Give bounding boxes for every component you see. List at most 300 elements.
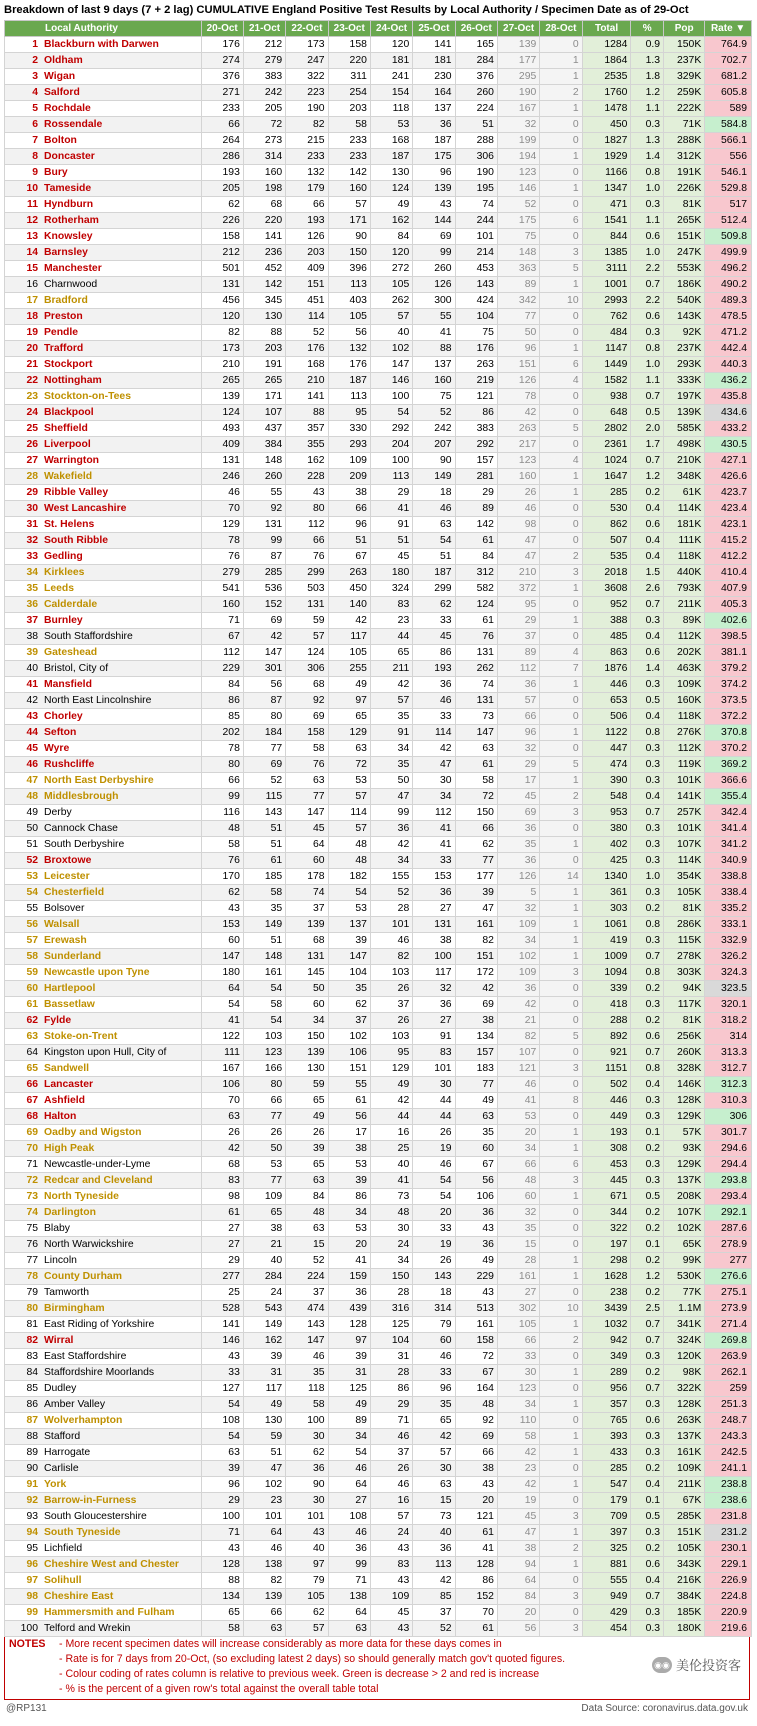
rank-number: 59 [26, 967, 38, 978]
percent-cell: 2.2 [631, 293, 664, 309]
day-count-cell: 180 [370, 565, 412, 581]
day-count-cell: 101 [455, 229, 497, 245]
total-cell: 1478 [582, 101, 631, 117]
day-count-cell: 0 [540, 1349, 582, 1365]
rate-cell: 269.8 [705, 1333, 752, 1349]
day-count-cell: 78 [201, 533, 243, 549]
table-row [5, 245, 752, 261]
day-count-cell: 118 [370, 101, 412, 117]
day-count-cell: 67 [328, 549, 370, 565]
table-row [5, 885, 752, 901]
population-cell: 89K [664, 613, 705, 629]
table-row [5, 1269, 752, 1285]
day-count-cell: 25 [370, 1141, 412, 1157]
authority-name: Hyndburn [44, 199, 94, 210]
rank-number: 58 [26, 951, 38, 962]
day-count-cell: 41 [413, 837, 455, 853]
rank-number: 26 [26, 439, 38, 450]
day-count-cell: 3 [540, 565, 582, 581]
rank-number: 83 [26, 1351, 38, 1362]
day-count-cell: 100 [370, 389, 412, 405]
rank-number: 32 [26, 535, 38, 546]
day-count-cell: 1 [540, 1189, 582, 1205]
table-row [5, 757, 752, 773]
day-count-cell: 75 [413, 389, 455, 405]
day-count-cell: 35 [286, 1365, 328, 1381]
percent-cell: 0.6 [631, 1029, 664, 1045]
day-count-cell: 123 [497, 453, 539, 469]
rate-cell: 243.3 [705, 1429, 752, 1445]
day-count-cell: 78 [201, 741, 243, 757]
day-count-cell: 2 [540, 549, 582, 565]
day-count-cell: 4 [540, 645, 582, 661]
day-count-cell: 187 [413, 133, 455, 149]
authority-cell [5, 1285, 202, 1301]
total-cell: 1929 [582, 149, 631, 165]
day-count-cell: 84 [497, 1589, 539, 1605]
column-header[interactable]: 26-Oct [455, 21, 497, 37]
day-count-cell: 161 [497, 1269, 539, 1285]
day-count-cell: 150 [286, 1029, 328, 1045]
authority-cell [5, 565, 202, 581]
table-row [5, 181, 752, 197]
day-count-cell: 53 [497, 1109, 539, 1125]
percent-cell: 0.7 [631, 1589, 664, 1605]
table-row [5, 325, 752, 341]
day-count-cell: 54 [201, 1429, 243, 1445]
day-count-cell: 306 [286, 661, 328, 677]
day-count-cell: 1 [540, 1445, 582, 1461]
day-count-cell: 36 [413, 117, 455, 133]
day-count-cell: 263 [497, 421, 539, 437]
rate-cell: 434.6 [705, 405, 752, 421]
day-count-cell: 439 [328, 1301, 370, 1317]
day-count-cell: 34 [413, 789, 455, 805]
percent-cell: 2.2 [631, 261, 664, 277]
day-count-cell: 65 [328, 709, 370, 725]
day-count-cell: 60 [497, 1189, 539, 1205]
day-count-cell: 129 [370, 1061, 412, 1077]
day-count-cell: 97 [328, 1333, 370, 1349]
table-row [5, 1413, 752, 1429]
total-cell: 193 [582, 1125, 631, 1141]
authority-name: South Staffordshire [44, 631, 133, 642]
day-count-cell: 92 [243, 501, 285, 517]
rate-cell: 412.2 [705, 549, 752, 565]
day-count-cell: 187 [328, 373, 370, 389]
authority-cell [5, 229, 202, 245]
column-header[interactable]: % [631, 21, 664, 37]
day-count-cell: 2 [540, 1541, 582, 1557]
authority-name: Oadby and Wigston [44, 1127, 142, 1138]
day-count-cell: 168 [370, 133, 412, 149]
day-count-cell: 62 [328, 997, 370, 1013]
day-count-cell: 260 [243, 469, 285, 485]
rate-cell: 224.8 [705, 1589, 752, 1605]
authority-name: Lincoln [44, 1255, 77, 1266]
day-count-cell: 0 [540, 1413, 582, 1429]
day-count-cell: 37 [328, 1013, 370, 1029]
day-count-cell: 242 [243, 85, 285, 101]
day-count-cell: 87 [243, 549, 285, 565]
day-count-cell: 153 [413, 869, 455, 885]
authority-cell [5, 1093, 202, 1109]
authority-name: Darlington [44, 1207, 96, 1218]
authority-cell [5, 1493, 202, 1509]
day-count-cell: 159 [328, 1269, 370, 1285]
total-cell: 1582 [582, 373, 631, 389]
authority-cell [5, 1461, 202, 1477]
day-count-cell: 224 [455, 101, 497, 117]
column-header[interactable]: Total [582, 21, 631, 37]
day-count-cell: 1 [540, 469, 582, 485]
day-count-cell: 113 [370, 469, 412, 485]
day-count-cell: 1 [540, 613, 582, 629]
total-cell: 397 [582, 1525, 631, 1541]
day-count-cell: 5 [540, 1029, 582, 1045]
day-count-cell: 145 [286, 965, 328, 981]
percent-cell: 1.2 [631, 1269, 664, 1285]
column-header[interactable]: Pop [664, 21, 705, 37]
authority-cell [5, 117, 202, 133]
total-cell: 952 [582, 597, 631, 613]
table-row [5, 1573, 752, 1589]
day-count-cell: 154 [370, 85, 412, 101]
table-row [5, 53, 752, 69]
total-cell: 1827 [582, 133, 631, 149]
day-count-cell: 40 [370, 1157, 412, 1173]
percent-cell: 0.8 [631, 341, 664, 357]
authority-cell [5, 469, 202, 485]
day-count-cell: 5 [497, 885, 539, 901]
population-cell: 81K [664, 1013, 705, 1029]
column-header[interactable]: 24-Oct [370, 21, 412, 37]
authority-cell [5, 437, 202, 453]
table-row [5, 373, 752, 389]
day-count-cell: 40 [243, 1253, 285, 1269]
total-cell: 344 [582, 1205, 631, 1221]
day-count-cell: 113 [413, 1557, 455, 1573]
day-count-cell: 35 [328, 981, 370, 997]
authority-cell [5, 309, 202, 325]
rate-cell: 276.6 [705, 1269, 752, 1285]
day-count-cell: 95 [497, 597, 539, 613]
authority-cell [5, 709, 202, 725]
day-count-cell: 98 [497, 517, 539, 533]
day-count-cell: 474 [286, 1301, 328, 1317]
day-count-cell: 62 [413, 597, 455, 613]
day-count-cell: 301 [243, 661, 285, 677]
day-count-cell: 141 [413, 37, 455, 53]
authority-name: Ribble Valley [44, 487, 109, 498]
day-count-cell: 66 [497, 709, 539, 725]
percent-cell: 0.1 [631, 1237, 664, 1253]
population-cell: 286K [664, 917, 705, 933]
total-cell: 1122 [582, 725, 631, 741]
total-cell: 1147 [582, 341, 631, 357]
table-row [5, 613, 752, 629]
day-count-cell: 67 [455, 1365, 497, 1381]
population-cell: 109K [664, 677, 705, 693]
percent-cell: 0.3 [631, 197, 664, 213]
rate-cell: 318.2 [705, 1013, 752, 1029]
rate-cell: 231.8 [705, 1509, 752, 1525]
day-count-cell: 63 [328, 741, 370, 757]
day-count-cell: 77 [455, 853, 497, 869]
day-count-cell: 170 [201, 869, 243, 885]
column-header[interactable]: 22-Oct [286, 21, 328, 37]
rank-number: 45 [26, 743, 38, 754]
day-count-cell: 109 [497, 965, 539, 981]
authority-name: Rochdale [44, 103, 91, 114]
authority-name: High Peak [44, 1143, 95, 1154]
total-cell: 1760 [582, 85, 631, 101]
day-count-cell: 117 [328, 629, 370, 645]
day-count-cell: 142 [243, 277, 285, 293]
day-count-cell: 15 [497, 1237, 539, 1253]
percent-cell: 1.7 [631, 437, 664, 453]
percent-cell: 1.1 [631, 213, 664, 229]
authority-cell [5, 1045, 202, 1061]
rate-cell: 275.1 [705, 1285, 752, 1301]
day-count-cell: 146 [201, 1333, 243, 1349]
day-count-cell: 3 [540, 1589, 582, 1605]
rate-cell: 423.7 [705, 485, 752, 501]
day-count-cell: 34 [370, 853, 412, 869]
column-header[interactable]: 25-Oct [413, 21, 455, 37]
day-count-cell: 0 [540, 981, 582, 997]
day-count-cell: 302 [497, 1301, 539, 1317]
day-count-cell: 56 [328, 1109, 370, 1125]
table-row [5, 1493, 752, 1509]
day-count-cell: 30 [413, 1461, 455, 1477]
rank-number: 89 [26, 1447, 38, 1458]
day-count-cell: 15 [286, 1237, 328, 1253]
day-count-cell: 77 [497, 309, 539, 325]
day-count-cell: 286 [201, 149, 243, 165]
column-header[interactable]: 27-Oct [497, 21, 539, 37]
results-table [4, 20, 752, 1637]
day-count-cell: 48 [201, 821, 243, 837]
rate-cell: 292.1 [705, 1205, 752, 1221]
day-count-cell: 36 [413, 885, 455, 901]
day-count-cell: 66 [243, 1093, 285, 1109]
table-row [5, 1029, 752, 1045]
day-count-cell: 92 [455, 1413, 497, 1429]
day-count-cell: 44 [413, 1109, 455, 1125]
day-count-cell: 6 [540, 1157, 582, 1173]
day-count-cell: 151 [455, 949, 497, 965]
total-cell: 938 [582, 389, 631, 405]
day-count-cell: 57 [286, 1621, 328, 1637]
rate-cell: 313.3 [705, 1045, 752, 1061]
day-count-cell: 1 [540, 885, 582, 901]
day-count-cell: 121 [455, 1509, 497, 1525]
authority-name: Broxtowe [44, 855, 92, 866]
day-count-cell: 220 [328, 53, 370, 69]
day-count-cell: 0 [540, 853, 582, 869]
column-header[interactable]: 20-Oct [201, 21, 243, 37]
day-count-cell: 76 [455, 629, 497, 645]
population-cell: 107K [664, 1205, 705, 1221]
rate-cell: 584.8 [705, 117, 752, 133]
day-count-cell: 99 [328, 1557, 370, 1573]
day-count-cell: 178 [286, 869, 328, 885]
rate-cell: 277 [705, 1253, 752, 1269]
day-count-cell: 65 [286, 1093, 328, 1109]
day-count-cell: 50 [243, 1141, 285, 1157]
day-count-cell: 61 [455, 1525, 497, 1541]
population-cell: 276K [664, 725, 705, 741]
total-cell: 285 [582, 1461, 631, 1477]
percent-cell: 0.3 [631, 757, 664, 773]
day-count-cell: 146 [497, 181, 539, 197]
population-cell: 118K [664, 709, 705, 725]
percent-cell: 0.4 [631, 533, 664, 549]
day-count-cell: 57 [370, 1509, 412, 1525]
authority-name: Stockport [44, 359, 93, 370]
rate-cell: 398.5 [705, 629, 752, 645]
rank-number: 34 [26, 567, 38, 578]
column-header[interactable]: 28-Oct [540, 21, 582, 37]
day-count-cell: 73 [413, 1509, 455, 1525]
day-count-cell: 30 [497, 1365, 539, 1381]
authority-cell [5, 661, 202, 677]
rank-number: 5 [32, 103, 38, 114]
rate-cell: 436.2 [705, 373, 752, 389]
column-header[interactable]: 21-Oct [243, 21, 285, 37]
day-count-cell: 58 [201, 837, 243, 853]
day-count-cell: 88 [413, 341, 455, 357]
percent-cell: 2.0 [631, 421, 664, 437]
rate-cell: 226.9 [705, 1573, 752, 1589]
day-count-cell: 33 [497, 1349, 539, 1365]
population-cell: 265K [664, 213, 705, 229]
day-count-cell: 63 [286, 1173, 328, 1189]
day-count-cell: 101 [243, 1509, 285, 1525]
rate-cell: 402.6 [705, 613, 752, 629]
rank-number: 18 [26, 311, 38, 322]
rank-number: 79 [26, 1287, 38, 1298]
authority-name: Newcastle-under-Lyme [44, 1159, 151, 1170]
day-count-cell: 124 [286, 645, 328, 661]
table-row [5, 805, 752, 821]
population-cell: 101K [664, 773, 705, 789]
table-row [5, 133, 752, 149]
table-row [5, 725, 752, 741]
authority-cell [5, 101, 202, 117]
day-count-cell: 38 [328, 485, 370, 501]
day-count-cell: 58 [243, 997, 285, 1013]
day-count-cell: 131 [286, 597, 328, 613]
day-count-cell: 58 [455, 773, 497, 789]
day-count-cell: 1 [540, 1477, 582, 1493]
day-count-cell: 147 [328, 949, 370, 965]
population-cell: 61K [664, 485, 705, 501]
percent-cell: 1.0 [631, 181, 664, 197]
rank-number: 62 [26, 1015, 38, 1026]
day-count-cell: 147 [455, 725, 497, 741]
rate-cell: 381.1 [705, 645, 752, 661]
day-count-cell: 74 [455, 677, 497, 693]
rank-number: 4 [32, 87, 38, 98]
day-count-cell: 17 [328, 1125, 370, 1141]
day-count-cell: 26 [413, 1253, 455, 1269]
table-row [5, 981, 752, 997]
rank-number: 77 [26, 1255, 38, 1266]
day-count-cell: 57 [328, 197, 370, 213]
population-cell: 119K [664, 757, 705, 773]
table-row [5, 293, 752, 309]
day-count-cell: 108 [201, 1413, 243, 1429]
day-count-cell: 5 [540, 421, 582, 437]
total-cell: 671 [582, 1189, 631, 1205]
rank-number: 67 [26, 1095, 38, 1106]
column-header[interactable]: Local Authority [5, 21, 202, 37]
total-cell: 454 [582, 1621, 631, 1637]
rate-sort-header[interactable]: Rate ▼ [705, 21, 752, 37]
population-cell: 93K [664, 1141, 705, 1157]
table-row [5, 501, 752, 517]
day-count-cell: 39 [201, 1461, 243, 1477]
day-count-cell: 2 [540, 789, 582, 805]
day-count-cell: 264 [201, 133, 243, 149]
day-count-cell: 138 [243, 1557, 285, 1573]
day-count-cell: 42 [497, 1477, 539, 1493]
total-cell: 1032 [582, 1317, 631, 1333]
authority-name: Rossendale [44, 119, 103, 130]
rank-number: 53 [26, 871, 38, 882]
rank-number: 11 [27, 199, 38, 210]
day-count-cell: 64 [286, 837, 328, 853]
day-count-cell: 63 [286, 773, 328, 789]
day-count-cell: 279 [201, 565, 243, 581]
table-row [5, 277, 752, 293]
day-count-cell: 92 [286, 693, 328, 709]
population-cell: 105K [664, 885, 705, 901]
rate-cell: 220.9 [705, 1605, 752, 1621]
day-count-cell: 164 [413, 85, 455, 101]
table-body [5, 37, 752, 1637]
rate-cell: 556 [705, 149, 752, 165]
day-count-cell: 230 [413, 69, 455, 85]
rate-cell: 262.1 [705, 1365, 752, 1381]
authority-cell [5, 1525, 202, 1541]
day-count-cell: 18 [413, 1285, 455, 1301]
table-row [5, 533, 752, 549]
day-count-cell: 1 [540, 837, 582, 853]
rate-cell: 589 [705, 101, 752, 117]
day-count-cell: 42 [413, 1429, 455, 1445]
total-cell: 653 [582, 693, 631, 709]
day-count-cell: 70 [201, 1093, 243, 1109]
population-cell: 793K [664, 581, 705, 597]
day-count-cell: 42 [243, 629, 285, 645]
day-count-cell: 204 [370, 437, 412, 453]
day-count-cell: 161 [455, 917, 497, 933]
day-count-cell: 1 [540, 1429, 582, 1445]
day-count-cell: 64 [328, 1477, 370, 1493]
total-cell: 3111 [582, 261, 631, 277]
authority-cell [5, 821, 202, 837]
day-count-cell: 285 [243, 565, 285, 581]
column-header[interactable]: 23-Oct [328, 21, 370, 37]
day-count-cell: 82 [497, 1029, 539, 1045]
authority-name: Derby [44, 807, 72, 818]
day-count-cell: 150 [455, 805, 497, 821]
day-count-cell: 226 [201, 213, 243, 229]
authority-cell [5, 1477, 202, 1493]
